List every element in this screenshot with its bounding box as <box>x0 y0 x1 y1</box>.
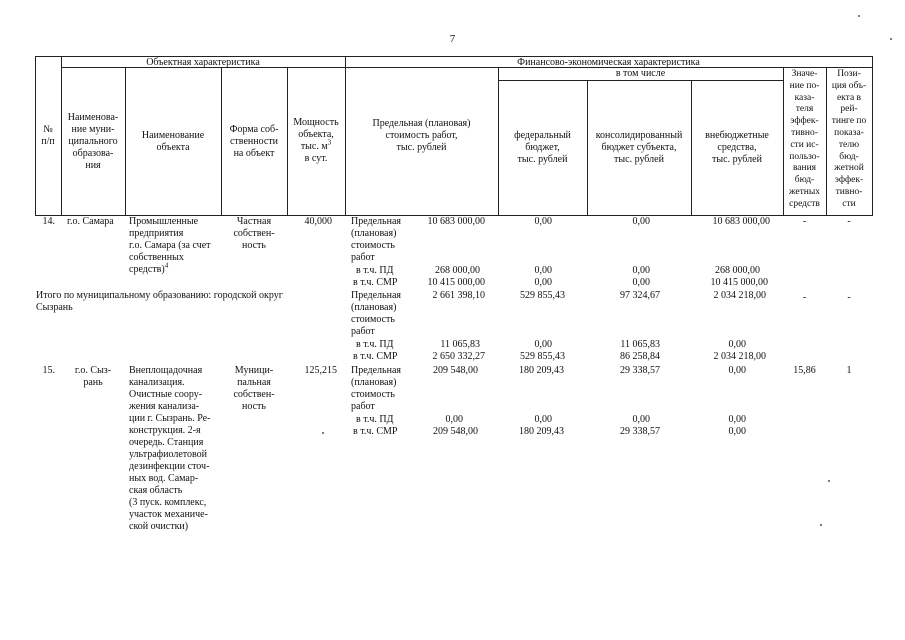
header-col-efficiency: Значе- ние по- каза- теля эффек- тивно- сти ис- пользо- вания бюд- жетных средств <box>788 69 821 209</box>
scan-speck <box>858 15 860 17</box>
row14-smr-consolidated: 0,00 <box>632 277 650 288</box>
subtotal-pd-label: в т.ч. ПД <box>356 339 394 350</box>
row15-num: 15. <box>42 365 55 376</box>
subtotal-pd-total: 11 065,83 <box>440 339 480 350</box>
row14-extrabudget: 10 683 000,00 <box>712 216 770 227</box>
row15-municipality: г.о. Сыз- рань <box>74 365 112 388</box>
subtotal-extrabudget: 2 034 218,00 <box>713 290 766 301</box>
scan-speck <box>890 38 892 40</box>
subtotal-pd-consolidated: 11 065,83 <box>620 339 660 350</box>
row15-pd-total: 0,00 <box>445 414 463 425</box>
row14-capacity: 40,000 <box>304 216 332 227</box>
row14-cost-label: Предельная (плановая) стоимость работ <box>351 216 401 263</box>
row14-municipality: г.о. Самара <box>67 216 114 227</box>
row14-pd-total: 268 000,00 <box>435 265 480 276</box>
subtotal-position: - <box>847 292 851 303</box>
header-col-position: Пози- ция объ- екта в рей- тинге по показа- телю бюд- жетной эффек- тивно- сти <box>831 69 867 209</box>
header-finance-group: Финансово-экономическая характеристика <box>517 57 700 68</box>
header-col-capacity-line3: в сут. <box>304 153 328 164</box>
row15-efficiency: 15,86 <box>793 365 816 376</box>
row14-efficiency: - <box>802 216 807 227</box>
row14-smr-extrabudget: 10 415 000,00 <box>710 277 768 288</box>
subtotal-consolidated: 97 324,67 <box>620 290 660 301</box>
row15-cost-label: Предельная (плановая) стоимость работ <box>351 365 401 412</box>
row14-smr-label: в т.ч. СМР <box>353 277 398 288</box>
header-col-object: Наименование объекта <box>141 130 205 153</box>
row15-pd-consolidated: 0,00 <box>632 414 650 425</box>
row14-object: Промышленные предприятия г.о. Самара (за счет собственных средств)$^4$ <box>129 216 211 275</box>
scan-speck <box>322 432 324 434</box>
subtotal-label: Итого по муниципальному образованию: городской округ Сызрань <box>36 290 283 313</box>
row15-smr-label: в т.ч. СМР <box>353 426 398 437</box>
row15-extrabudget: 0,00 <box>728 365 746 376</box>
row14-smr-total: 10 415 000,00 <box>427 277 485 288</box>
header-col-capacity-line1: Мощность объекта, <box>293 117 339 140</box>
header-including: в том числе <box>615 68 666 79</box>
scan-speck <box>820 524 822 526</box>
page-number: 7 <box>449 33 456 45</box>
row14-num: 14. <box>42 216 55 227</box>
subtotal-total: 2 661 398,10 <box>432 290 485 301</box>
subtotal-pd-federal: 0,00 <box>534 339 552 350</box>
row15-ownership: Муници- пальная собствен- ность <box>233 365 275 412</box>
row15-pd-extrabudget: 0,00 <box>728 414 746 425</box>
row15-smr-federal: 180 209,43 <box>519 426 564 437</box>
row14-pd-extrabudget: 268 000,00 <box>715 265 760 276</box>
header-including-divider <box>498 80 783 81</box>
header-col-capacity-unit: тыс. $м^3$ <box>300 138 332 152</box>
subtotal-pd-extrabudget: 0,00 <box>728 339 746 350</box>
row15-pd-federal: 0,00 <box>534 414 552 425</box>
row14-consolidated: 0,00 <box>632 216 650 227</box>
header-col-federal: федеральный бюджет, тыс. рублей <box>514 130 571 165</box>
col-border <box>872 56 873 216</box>
header-object-group: Объектная характеристика <box>146 57 260 68</box>
subtotal-smr-extrabudget: 2 034 218,00 <box>713 351 766 362</box>
header-col-capacity <box>287 117 345 165</box>
row14-pd-label: в т.ч. ПД <box>356 265 394 276</box>
row14-pd-federal: 0,00 <box>534 265 552 276</box>
row15-federal: 180 209,43 <box>519 365 564 376</box>
row14-smr-federal: 0,00 <box>534 277 552 288</box>
row14-total: 10 683 000,00 <box>427 216 485 227</box>
subtotal-efficiency: - <box>802 292 807 303</box>
row15-object: Внеплощадочная канализация. Очистные соору- жения канализа- ции г. Сызрань. Ре- конструкция. 2-я очередь. Станция ультрафиолетовой дезинфекции сточ- ных вод. Самар- ская область (3 пуск. комплекс, участок механиче- ской очистки) <box>129 365 211 532</box>
row15-position: 1 <box>846 365 852 376</box>
row15-capacity: 125,215 <box>304 365 337 376</box>
header-col-ownership: Форма соб- ственности на объект <box>229 124 279 159</box>
subtotal-cost-label: Предельная (плановая) стоимость работ <box>351 290 401 337</box>
header-col-num: № п/п <box>41 124 55 147</box>
row14-pd-consolidated: 0,00 <box>632 265 650 276</box>
header-col-cost: Предельная (плановая) стоимость работ, тыс. рублей <box>372 118 471 153</box>
row15-consolidated: 29 338,57 <box>620 365 660 376</box>
row14-federal: 0,00 <box>534 216 552 227</box>
row15-total: 209 548,00 <box>433 365 478 376</box>
row14-position: - <box>847 216 851 227</box>
subtotal-smr-consolidated: 86 258,84 <box>620 351 660 362</box>
row15-smr-extrabudget: 0,00 <box>728 426 746 437</box>
row15-smr-consolidated: 29 338,57 <box>620 426 660 437</box>
subtotal-federal: 529 855,43 <box>520 290 565 301</box>
row14-ownership: Частная собствен- ность <box>233 216 275 251</box>
scan-speck <box>828 480 830 482</box>
header-col-municipality: Наименова- ние муни- ципального образова- ния <box>67 112 119 171</box>
header-col-extrabudget: внебюджетные средства, тыс. рублей <box>705 130 769 165</box>
row15-smr-total: 209 548,00 <box>433 426 478 437</box>
subtotal-smr-federal: 529 855,43 <box>520 351 565 362</box>
subtotal-smr-label: в т.ч. СМР <box>353 351 398 362</box>
row15-pd-label: в т.ч. ПД <box>356 414 394 425</box>
header-col-consolidated: консолидированный бюджет субъекта, тыс. рублей <box>595 130 683 165</box>
subtotal-smr-total: 2 650 332,27 <box>432 351 485 362</box>
